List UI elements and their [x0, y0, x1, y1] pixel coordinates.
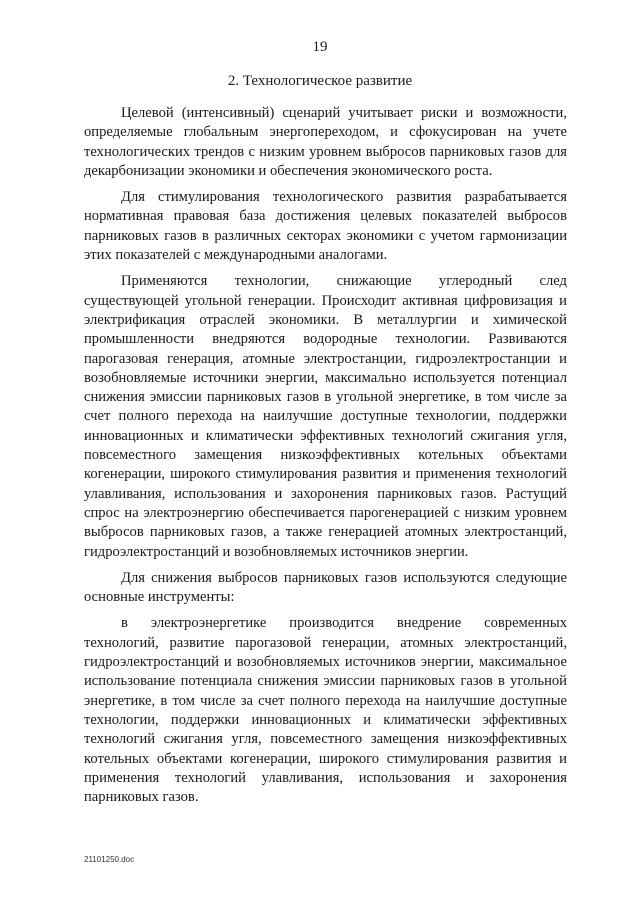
paragraph-technologies: Применяются технологии, снижающие углеродный след существующей угольной генерации. Происходит активная цифровизация и электрификация отраслей экономики. В металлургии и химической промышленности внедряются водородные технологии. Развиваются парогазовая генерация, атомные электростанции, гидроэлектростанции и возобновляемые источники энергии, максимально используется потенциал снижения эмиссии парниковых газов в угольной энергетике, в том числе за счет полного перехода на наилучшие доступные технологии, поддержки инновационных и климатически эффективных технологий сжигания угля, повсеместного замещения низкоэффективных котельных объектами когенерации, широкого стимулирования развития и применения технологий улавливания, использования и захоронения парниковых газов. Растущий спрос на электроэнергию обеспечивается парогенерацией с низким уровнем выбросов парниковых газов, а также генерацией атомных электростанций, гидроэлектростанций и возобновляемых источников энергии. — [84, 273, 567, 560]
paragraph-electric-power-instrument: в электроэнергетике производится внедрение современных технологий, развитие парогазовой генерации, атомных электростанций, гидроэлектростанций и возобновляемых источников энергии, максимальное использование потенциала снижения эмиссии парниковых газов в угольной энергетике, в том числе за счет полного перехода на наилучшие доступные технологии, поддержки инновационных и климатически эффективных технологий сжигания угля, повсеместного замещения низкоэффективных котельных объектами когенерации, широкого стимулирования развития и применения технологий улавливания, использования и захоронения парниковых газов. — [84, 615, 567, 806]
page-number: 19 — [312, 39, 328, 55]
document-body — [84, 104, 567, 814]
paragraph-scenario: Целевой (интенсивный) сценарий учитывает риски и возможности, определяемые глобальным энергопереходом, и сфокусирован на учете технологических трендов с низким уровнем выбросов парниковых газов для декарбонизации экономики и обеспечения экономического роста. — [84, 105, 567, 179]
section-title: 2. Технологическое развитие — [227, 73, 413, 89]
footer-file-code: 21101250.doc — [84, 855, 135, 864]
paragraph-instruments-intro: Для снижения выбросов парниковых газов используются следующие основные инструменты: — [84, 569, 567, 606]
paragraph-regulatory-base: Для стимулирования технологического развития разрабатывается нормативная правовая база достижения целевых показателей выбросов парниковых газов в различных секторах экономики с учетом гармонизации этих показателей с международными аналогами. — [84, 189, 567, 264]
